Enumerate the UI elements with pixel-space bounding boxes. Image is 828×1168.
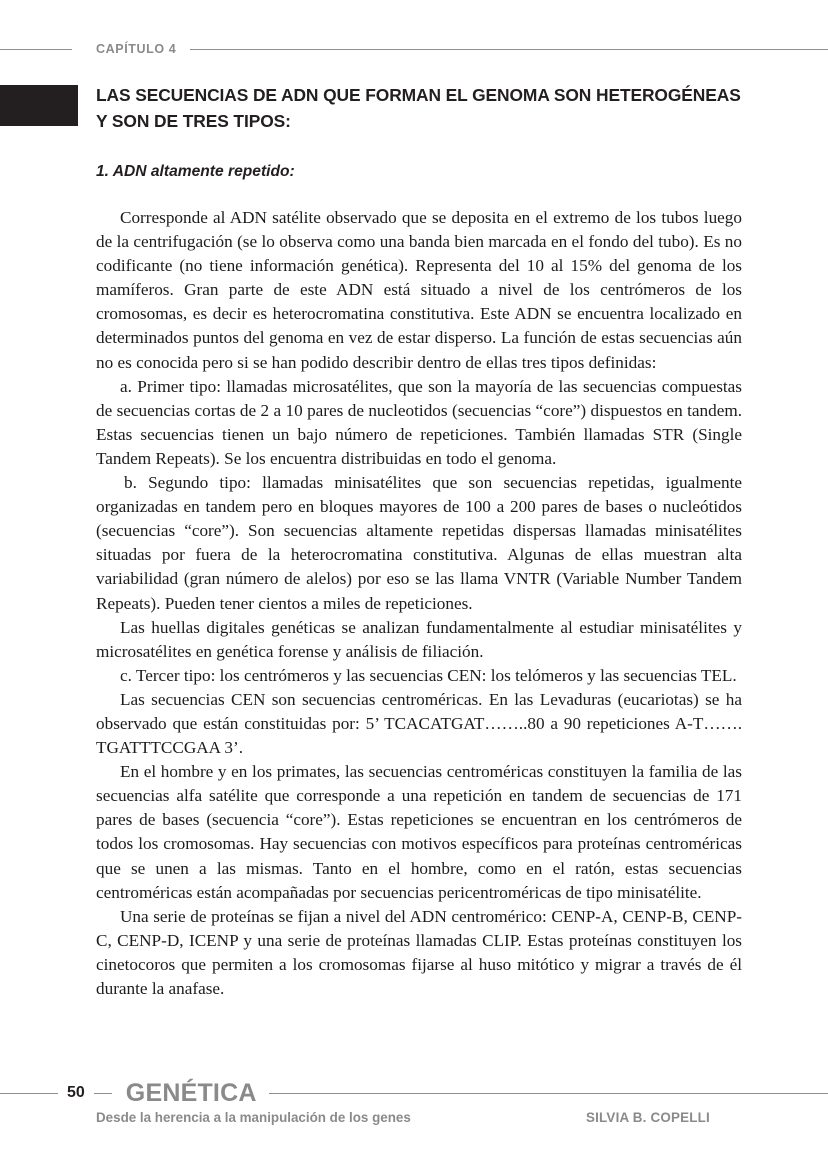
header-rule-right [190,49,828,50]
chapter-marker-tab [0,85,78,126]
footer-bottom-row [0,1110,828,1136]
paragraph: Las secuencias CEN son secuencias centroméricas. En las Levaduras (eucariotas) se ha observado que están constituidas por: 5’ TCACATGAT……..80 a 90 repeticiones A-T……. TGATTTCCGAA 3’. [96,689,742,758]
paragraph: En el hombre y en los primates, las secuencias centroméricas constituyen la familia de las secuencias alfa satélite que corresponde a una repetición en tandem de secuencias de 171 pares de bases (secuencia “core”). Estas repeticiones se encuentran en los centrómeros de todos los cromosomas. Hay secuencias con motivos específicos para proteínas centroméricas que se unen a las mismas. Tanto en el hombre, como en el ratón, estas secuencias centroméricas están acompañadas por secuencias pericentroméricas de tipo minisatélite. [96,762,742,902]
header-rule-left [0,49,72,50]
footer-rule-right [269,1093,828,1094]
paragraph: Las huellas digitales genéticas se analizan fundamentalmente al estudiar minisatélites y microsatélites en genética forense y análisis de filiación. [96,617,742,661]
page-number: 50 [67,1084,85,1101]
subsection-title: 1. ADN altamente repetido: [96,163,295,180]
footer-top-row [0,1078,828,1108]
chapter-label: CAPÍTULO 4 [96,42,177,56]
page-footer [0,1078,828,1136]
running-head [0,38,828,60]
footer-rule-mid [94,1093,112,1094]
paragraph: c. Tercer tipo: los centrómeros y las secuencias CEN: los telómeros y las secuencias TEL. [120,665,737,685]
paragraph: b. Segundo tipo: llamadas minisatélites que son secuencias repetidas, igualmente organizadas en tandem pero en bloques mayores de 100 a 200 pares de bases o nucleótidos (secuencias “core”). Son secuencias altamente repetidas dispersas llamadas minisatélites situadas por fuera de la heterocromatina constitutiva. Algunas de ellas muestran alta variabilidad (gran número de alelos) por eso se las llama VNTR (Variable Number Tandem Repeats). Pueden tener cientos a miles de repeticiones. [96,473,742,613]
paragraph: Corresponde al ADN satélite observado que se deposita en el extremo de los tubos luego de la centrifugación (se lo observa como una banda bien marcada en el fondo del tubo). Es no codificante (no tiene información genética). Representa del 10 al 15% del genoma de los mamíferos. Gran parte de este ADN está situado a nivel de los centrómeros de los cromosomas, es decir es heterocromatina constitutiva. Este ADN se encuentra localizado en determinados puntos del genoma en vez de estar disperso. La función de estas secuencias aún no es conocida pero si se han podido describir dentro de ellas tres tipos definidas: [96,208,742,372]
page-title: LAS SECUENCIAS DE ADN QUE FORMAN EL GENOMA SON HETEROGÉNEAS Y SON DE TRES TIPOS: [96,85,741,131]
body-text [96,182,742,1001]
book-tagline: Desde la herencia a la manipulación de los genes [96,1110,411,1125]
paragraph: a. Primer tipo: llamadas microsatélites, que son la mayoría de las secuencias compuestas de secuencias cortas de 2 a 10 pares de nucleotidos (secuencias “core”) dispuestos en tandem. Estas secuencias tienen un bajo número de repeticiones. También llamadas STR (Single Tandem Repeats). Se los encuentra distribuidas en todo el genoma. [96,376,742,468]
paragraph: Una serie de proteínas se fijan a nivel del ADN centromérico: CENP-A, CENP-B, CENP-C, CENP-D, ICENP y una serie de proteínas llamadas CLIP. Estas proteínas constituyen los cinetocoros que permiten a los cromosomas fijarse al huso mitótico y migrar a través de él durante la anafase. [96,906,742,998]
book-brand-title: GENÉTICA [125,1079,257,1107]
footer-rule-left [0,1093,58,1094]
book-author: SILVIA B. COPELLI [586,1110,710,1125]
page-content [96,82,742,1001]
